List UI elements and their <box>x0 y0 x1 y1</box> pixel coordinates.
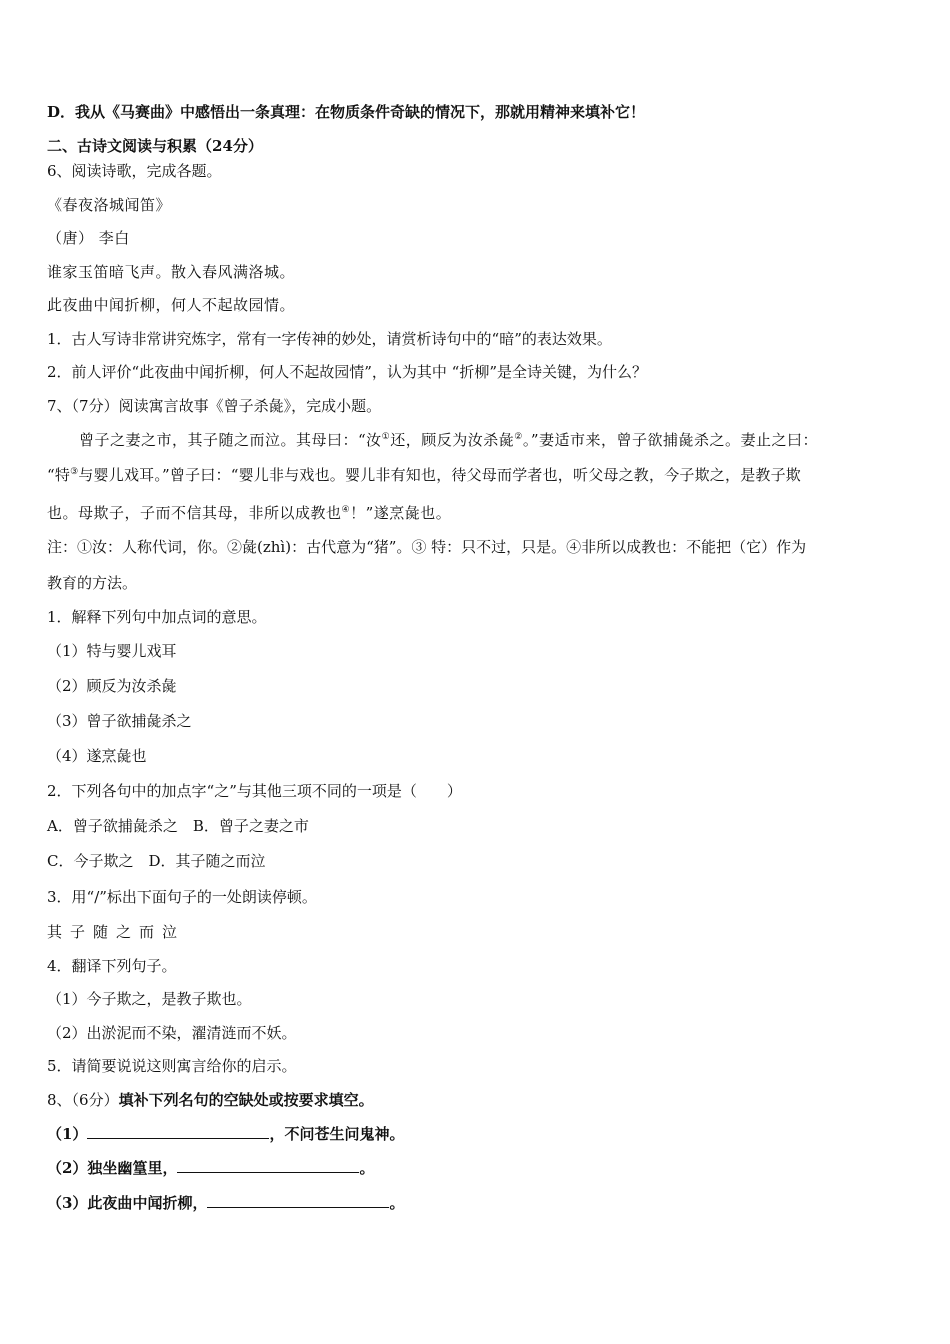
fable-text: 还，顾反为汝杀彘 <box>390 431 515 449</box>
question-7-4-item-2: （2）出淤泥而不染，濯清涟而不妖。 <box>47 1024 297 1042</box>
question-7-3-sentence: 其子随之而泣 <box>47 923 186 941</box>
poem-line-1: 谁家玉笛暗飞声。散入春风满洛城。 <box>47 263 296 281</box>
section-heading-ancient-poetry: 二、古诗文阅读与积累（24分） <box>47 137 263 155</box>
item-suffix: ，不问苍生问鬼神。 <box>269 1125 405 1143</box>
question-7-1: 1．解释下列句中加点词的意思。 <box>47 608 267 626</box>
question-7-1-item-3: （3）曾子欲捕彘杀之 <box>47 712 192 730</box>
question-8-item-3 <box>47 1193 404 1213</box>
question-7-2: 2．下列各句中的加点字“之”与其他三项不同的一项是（ ） <box>47 782 462 800</box>
fable-text: 也。母欺子，子而不信其母，非所以成教也 <box>47 504 342 522</box>
footnote-mark: ③ <box>70 467 79 477</box>
question-7-4: 4．翻译下列句子。 <box>47 957 177 975</box>
answer-blank[interactable] <box>207 1193 389 1208</box>
item-prefix: （2）独坐幽篁里， <box>47 1159 178 1177</box>
question-8-instruction: 填补下列名句的空缺处或按要求填空。 <box>118 1091 374 1109</box>
question-8-item-1 <box>47 1124 404 1144</box>
question-6-stem: 6、阅读诗歌，完成各题。 <box>47 162 222 180</box>
footnote-mark: ① <box>381 432 391 442</box>
question-6-2: 2．前人评价“此夜曲中闻折柳，何人不起故园情”，认为其中 “折柳”是全诗关键，为什么？ <box>47 363 647 381</box>
fable-text: “特 <box>47 466 71 484</box>
poem-title: 《春夜洛城闻笛》 <box>47 196 172 214</box>
question-7-2-options-cd: C．今子欺之 D．其子随之而泣 <box>47 852 266 870</box>
question-7-3: 3．用“/”标出下面句子的一处朗读停顿。 <box>47 888 317 906</box>
question-8-item-2 <box>47 1158 374 1178</box>
item-prefix: （3）此夜曲中闻折柳， <box>47 1194 208 1212</box>
question-6-1: 1．古人写诗非常讲究炼字，常有一字传神的妙处，请赏析诗句中的“暗”的表达效果。 <box>47 330 612 348</box>
question-7-1-item-2: （2）顾反为汝杀彘 <box>47 677 177 695</box>
item-suffix: 。 <box>389 1194 405 1212</box>
answer-blank[interactable] <box>87 1124 269 1139</box>
item-suffix: 。 <box>359 1159 375 1177</box>
fable-text: 。”妻适市来，曾子欲捕彘杀之。妻止之曰： <box>522 431 819 449</box>
question-7-stem: 7、（7分）阅读寓言故事《曾子杀彘》，完成小题。 <box>47 397 382 415</box>
footnote-mark: ② <box>514 432 523 442</box>
fable-paragraph-line-2 <box>47 465 801 485</box>
answer-blank[interactable] <box>177 1158 359 1173</box>
fable-text: ！”遂烹彘也。 <box>350 504 452 522</box>
question-7-5: 5．请简要说说这则寓言给你的启示。 <box>47 1057 297 1075</box>
question-8-number: 8、（6分） <box>47 1091 119 1109</box>
question-7-1-item-4: （4）遂烹彘也 <box>47 747 147 765</box>
item-prefix: （1） <box>47 1125 88 1143</box>
poem-author: （唐） 李白 <box>47 229 130 247</box>
fable-paragraph-line-3 <box>47 503 451 523</box>
option-d-line: D．我从《马赛曲》中感悟出一条真理：在物质条件奇缺的情况下，那就用精神来填补它！ <box>47 103 646 121</box>
poem-line-2: 此夜曲中闻折柳，何人不起故园情。 <box>47 296 296 314</box>
fable-text: 与婴儿戏耳。”曾子曰：“婴儿非与戏也。婴儿非有知也，待父母而学者也，听父母之教，今子欺之，是教子欺 <box>78 466 802 484</box>
question-7-4-item-1: （1）今子欺之，是教子欺也。 <box>47 990 252 1008</box>
fable-text: 曾子之妻之市，其子随之而泣。其母曰：“汝 <box>79 431 382 449</box>
question-7-1-item-1: （1）特与婴儿戏耳 <box>47 642 177 660</box>
footnote-mark: ④ <box>341 505 351 515</box>
fable-notes-line-2: 教育的方法。 <box>47 574 138 592</box>
fable-paragraph-line-1 <box>79 430 818 450</box>
question-8-stem <box>47 1090 374 1110</box>
question-7-2-options-ab: A．曾子欲捕彘杀之 B．曾子之妻之市 <box>47 817 309 835</box>
fable-notes-line-1: 注：①汝：人称代词，你。②彘(zhì)：古代意为“猪”。③ 特：只不过，只是。④非所以成教也：不能把（它）作为 <box>47 538 807 556</box>
